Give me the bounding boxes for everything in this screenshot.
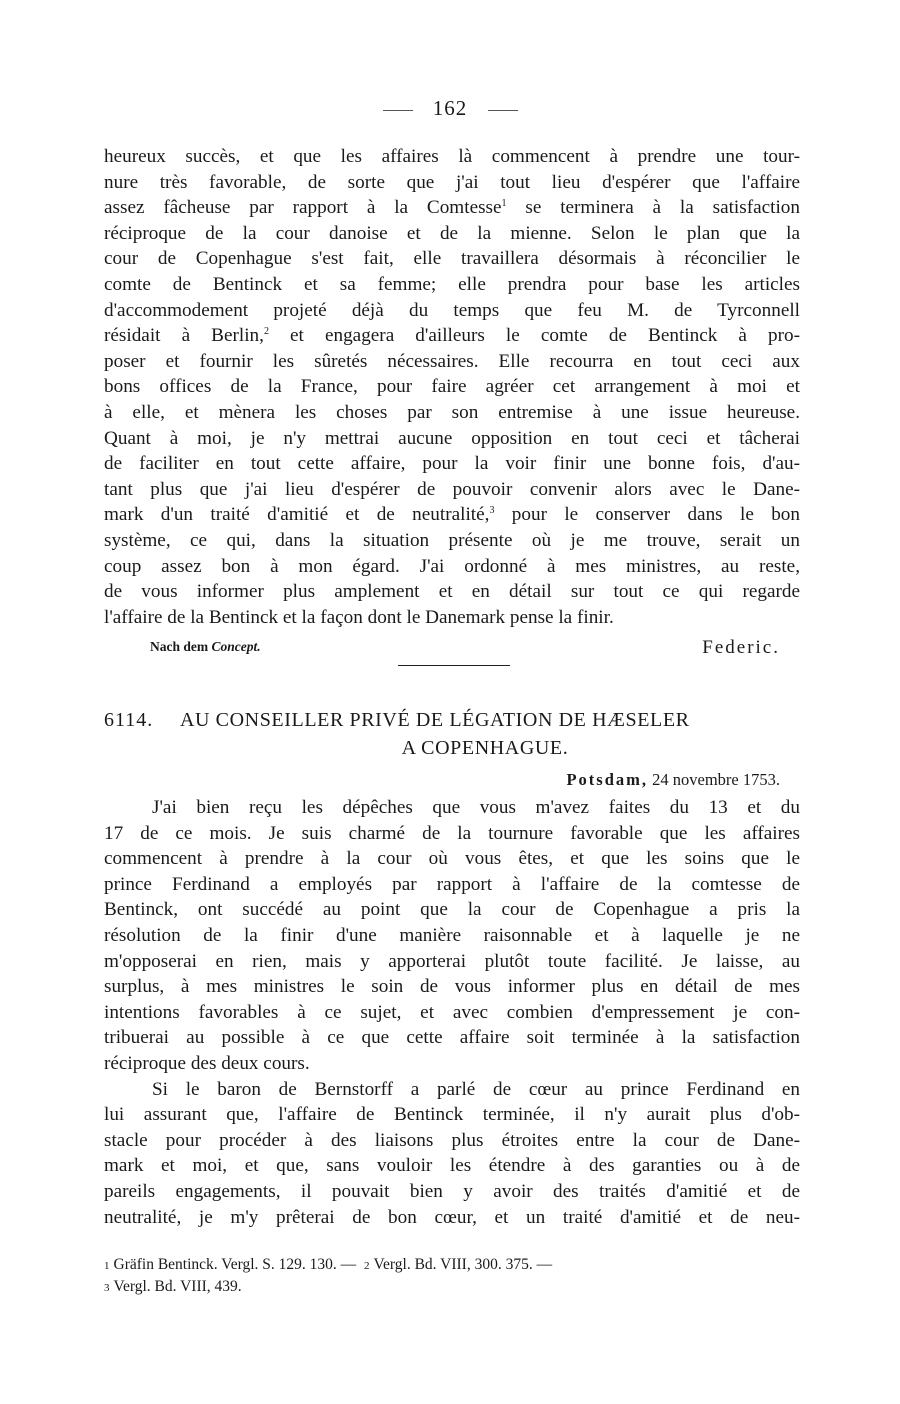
letter-number: 6114.: [104, 709, 154, 731]
footnote-number: 2: [364, 1260, 370, 1272]
text-line: heureux succès, et que les affaires là commencent à prendre une tour-: [104, 146, 800, 167]
text-line: Quant à moi, je n'y mettrai aucune opposition en tout ceci et tâcherai: [104, 427, 800, 449]
text-line: résolution de la finir d'une manière raisonnable et à laquelle je ne: [104, 924, 800, 946]
text-line: à elle, et mènera les choses par son entremise à une issue heureuse.: [104, 401, 800, 423]
text-line: stacle pour procéder à des liaisons plus étroites entre la cour de Dane-: [104, 1129, 800, 1151]
dateline: [104, 768, 780, 792]
text-line: pareils engagements, il pouvait bien y avoir des traités d'amitié et de: [104, 1180, 800, 1202]
footnote-line: 1 Gräfin Bentinck. Vergl. S. 129. 130. — 2 Vergl. Bd. VIII, 300. 375. —: [104, 1256, 553, 1273]
page-header: [0, 96, 900, 121]
letter-subtitle: A COPENHAGUE.: [401, 737, 569, 759]
text-line: surplus, à mes ministres le soin de vous informer plus en détail de mes: [104, 976, 800, 998]
text-line: de faciliter en tout cette affaire, pour la voir finir une bonne fois, d'au-: [104, 453, 800, 475]
text-line: réciproque de la cour danoise et de la mienne. Selon le plan que la: [104, 222, 800, 244]
source-note: Nach dem Concept.: [150, 639, 261, 654]
text-line: prince Ferdinand a employés par rapport à l'affaire de la comtesse de: [104, 873, 800, 895]
text-line: l'affaire de la Bentinck et la façon dont le Danemark pense la finir.: [104, 606, 614, 628]
signature: Federic.: [702, 637, 780, 658]
section-divider: [398, 665, 510, 666]
continuation-paragraph: [104, 144, 800, 630]
footnote-number: 3: [104, 1282, 110, 1294]
footnote-ref-3: 3: [489, 505, 495, 517]
header-dash-right: [488, 110, 518, 111]
letter-heading: [104, 705, 804, 761]
text-line: système, ce qui, dans la situation présente où je me trouve, serait un: [104, 529, 800, 551]
text-line: tribuerai au possible à ce que cette affaire soit terminée à la satisfaction: [104, 1027, 800, 1049]
date-text: 24 novembre 1753.: [648, 770, 780, 789]
text-line: réciproque des deux cours.: [104, 1052, 310, 1074]
text-line: coup assez bon à mon égard. J'ai ordonné à mes ministres, au reste,: [104, 555, 800, 577]
header-dash-left: [383, 110, 413, 111]
text-line: d'accommodement projeté déjà du temps que feu M. de Tyrconnell: [104, 299, 800, 321]
text-line: intentions favorables à ce sujet, et avec combien d'empressement je con-: [104, 1001, 800, 1023]
text-line: cour de Copenhague s'est fait, elle travaillera désormais à réconcilier le: [104, 248, 800, 270]
text-line: résidait à Berlin,$^2$ et engagera d'ailleurs le comte de Bentinck à pro-: [104, 325, 800, 347]
letter-title: AU CONSEILLER PRIVÉ DE LÉGATION DE HÆSELER: [180, 709, 690, 731]
text-line: tant plus que j'ai lieu d'espérer de pouvoir convenir alors avec le Dane-: [104, 478, 800, 500]
text-line: m'opposerai en rien, mais y apporterai plutôt toute facilité. Je laisse, au: [104, 950, 800, 972]
text-line: Bentinck, ont succédé au point que la cour de Copenhague a pris la: [104, 899, 800, 921]
page-number: 162: [432, 96, 468, 120]
text-line: poser et fournir les sûretés nécessaires. Elle recourra en tout ceci aux: [104, 350, 800, 372]
text-line: lui assurant que, l'affaire de Bentinck terminée, il n'y aurait plus d'ob-: [104, 1104, 800, 1126]
text-line: mark d'un traité d'amitié et de neutralité,$^3$ pour le conserver dans le bon: [104, 504, 800, 526]
text-line: comte de Bentinck et sa femme; elle prendra pour base les articles: [104, 273, 800, 295]
text-line: nure très favorable, de sorte que j'ai tout lieu d'espérer que l'affaire: [104, 171, 800, 193]
text-line: J'ai bien reçu les dépêches que vous m'avez faites du 13 et du: [152, 797, 800, 818]
closing-row: [150, 637, 780, 661]
letter-body: [104, 795, 800, 1230]
text-line: 17 de ce mois. Je suis charmé de la tournure favorable que les affaires: [104, 822, 800, 844]
footnote-ref-1: 1: [501, 198, 507, 210]
footnotes: [104, 1254, 804, 1298]
text-line: commencent à prendre à la cour où vous êtes, et que les soins que le: [104, 848, 800, 870]
text-line: neutralité, je m'y prêterai de bon cœur, et un traité d'amitié et de neu-: [104, 1206, 800, 1228]
footnote-line: 3 Vergl. Bd. VIII, 439.: [104, 1278, 242, 1295]
text-line: Si le baron de Bernstorff a parlé de cœur au prince Ferdinand en: [152, 1078, 800, 1100]
text-line: de vous informer plus amplement et en détail sur tout ce qui regarde: [104, 581, 800, 603]
text-line: mark et moi, et que, sans vouloir les étendre à des garanties ou à de: [104, 1155, 800, 1177]
date-place: Potsdam,: [566, 770, 649, 789]
footnote-ref-2: 2: [263, 326, 269, 338]
text-line: assez fâcheuse par rapport à la Comtesse$^1$ se terminera à la satisfaction: [104, 197, 800, 219]
footnote-number: 1: [104, 1260, 110, 1272]
text-line: bons offices de la France, pour faire agréer cet arrangement à moi et: [104, 376, 800, 398]
